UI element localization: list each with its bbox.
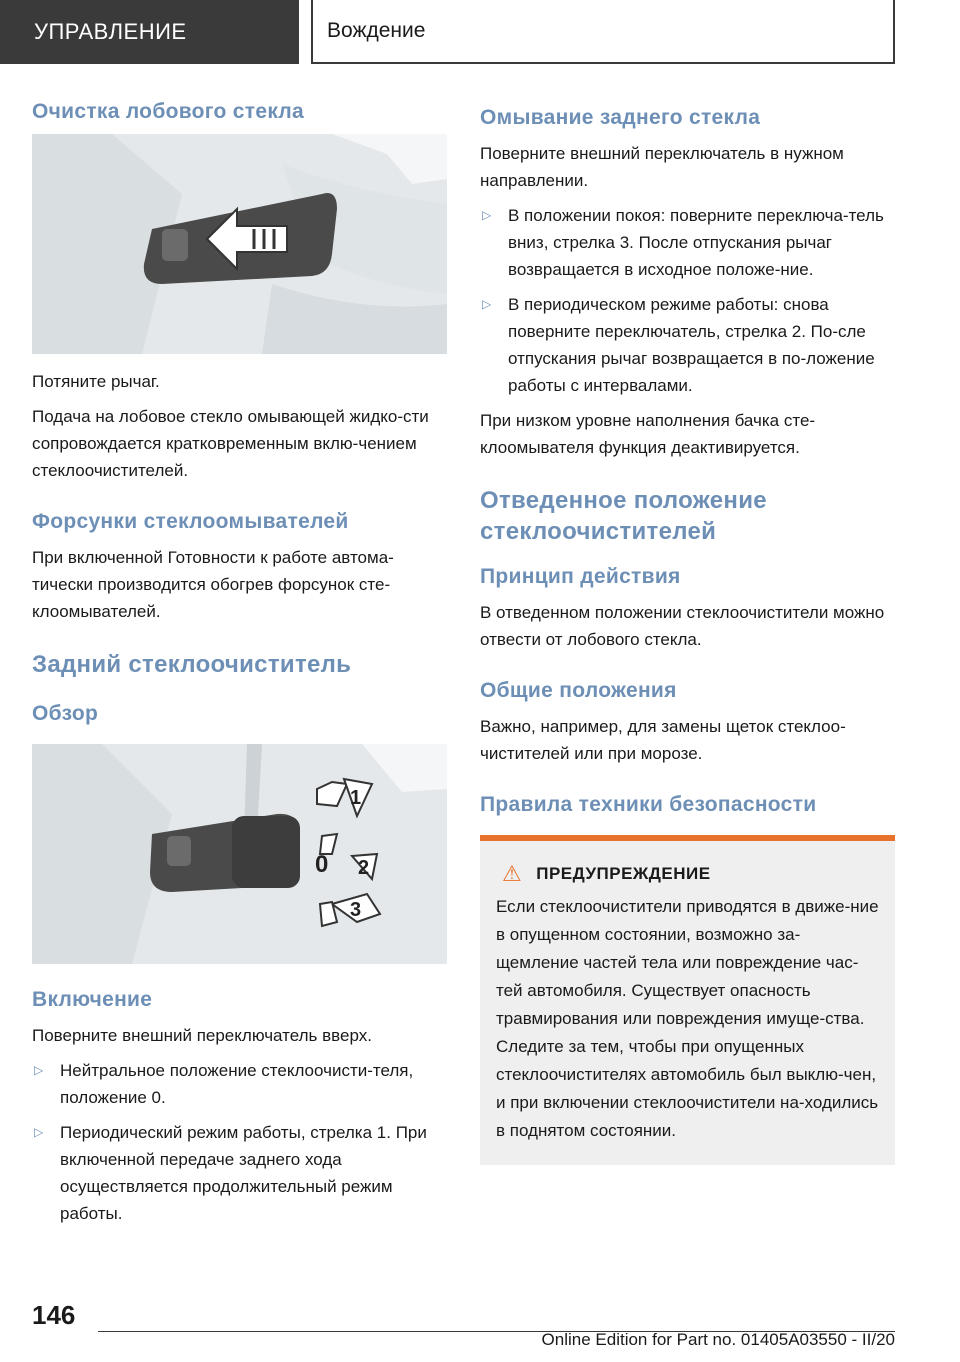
left-column (32, 98, 447, 1235)
lever-pull-icon (32, 134, 447, 354)
footer-edition: Online Edition for Part no. 01405A03550 - II/20 (541, 1330, 895, 1349)
triangle-bullet-icon: ▷ (482, 208, 492, 222)
switch-on-list (32, 1057, 447, 1227)
heading-windshield-wash: Очистка лобового стекла (32, 100, 305, 123)
rear-wiper-switch-icon (32, 744, 447, 964)
illus-label-2: 2 (358, 857, 370, 879)
heading-retracted-position: Отведенное положение стеклоочистителей (480, 487, 767, 545)
heading-switch-on: Включение (32, 988, 153, 1011)
section-header: УПРАВЛЕНИЕ (0, 0, 299, 64)
text-principle: В отведенном положении стеклоочистители можно отвести от лобового стекла. (480, 603, 885, 649)
text-feed-info: Подача на лобовое стекло омывающей жидко-сти сопровождается кратковременным вклю-чением стеклоочистителей. (32, 407, 429, 480)
list-item: ▷ В периодическом режиме работы: снова поверните переключатель, стрелка 2. По-сле отпускания рычаг возвращается в по-ложение работы с интервалами. (480, 291, 895, 399)
illus-label-3: 3 (350, 899, 362, 921)
heading-general: Общие положения (480, 679, 677, 702)
warning-text: Если стеклоочистители приводятся в движе-ние в опущенном состоянии, возможно за-щемление частей тела или повреждение час-тей автомобиля. Существует опасность травмирования или повреждения имуще-ства. Следите за тем, чтобы при опущенных стеклоочистителях автомобиль был выклю-чен, и при включении стеклоочистители на-ходились в поднятом состоянии. (496, 897, 879, 1140)
warning-box (480, 841, 895, 1165)
heading-nozzles: Форсунки стеклоомывателей (32, 510, 349, 533)
chapter-header: Вождение (311, 0, 895, 64)
text-pull-lever: Потяните рычаг. (32, 372, 160, 391)
text-turn-switch: Поверните внешний переключатель в нужном направлении. (480, 144, 844, 190)
heading-overview: Обзор (32, 702, 99, 725)
lever-pull-illustration (32, 134, 447, 354)
warning-title: ПРЕДУПРЕЖДЕНИЕ (536, 864, 711, 883)
list-item: ▷ Нейтральное положение стеклоочисти-теля, положение 0. (32, 1057, 447, 1111)
text-general: Важно, например, для замены щеток стеклоо-чистителей или при морозе. (480, 717, 846, 763)
triangle-bullet-icon: ▷ (482, 297, 492, 311)
text-nozzles: При включенной Готовности к работе автома-тически производится обогрев форсунок сте-клоомывателей. (32, 548, 394, 621)
list-item: ▷ В положении покоя: поверните переключа-тель вниз, стрелка 3. После отпускания рычаг возвращается в исходное положе-ние. (480, 202, 895, 283)
text-low-level: При низком уровне наполнения бачка сте-клоомывателя функция деактивируется. (480, 411, 816, 457)
illus-label-1: 1 (350, 787, 362, 809)
heading-principle: Принцип действия (480, 565, 681, 588)
rear-wiper-illustration (32, 744, 447, 964)
rear-wash-list (480, 202, 895, 399)
warning-triangle-icon: ⚠ (502, 861, 523, 886)
illus-label-0: 0 (315, 851, 329, 878)
list-item: ▷ Периодический режим работы, стрелка 1. При включенной передаче заднего хода осуществляется продолжительный режим работы. (32, 1119, 447, 1227)
heading-rear-wiper: Задний стеклоочиститель (32, 651, 352, 678)
page-number: 146 (32, 1300, 76, 1330)
heading-rear-wash: Омывание заднего стекла (480, 106, 761, 129)
right-column (480, 104, 895, 1165)
triangle-bullet-icon: ▷ (34, 1125, 44, 1139)
heading-safety: Правила техники безопасности (480, 793, 817, 816)
text-switch-on: Поверните внешний переключатель вверх. (32, 1026, 372, 1045)
triangle-bullet-icon: ▷ (34, 1063, 44, 1077)
